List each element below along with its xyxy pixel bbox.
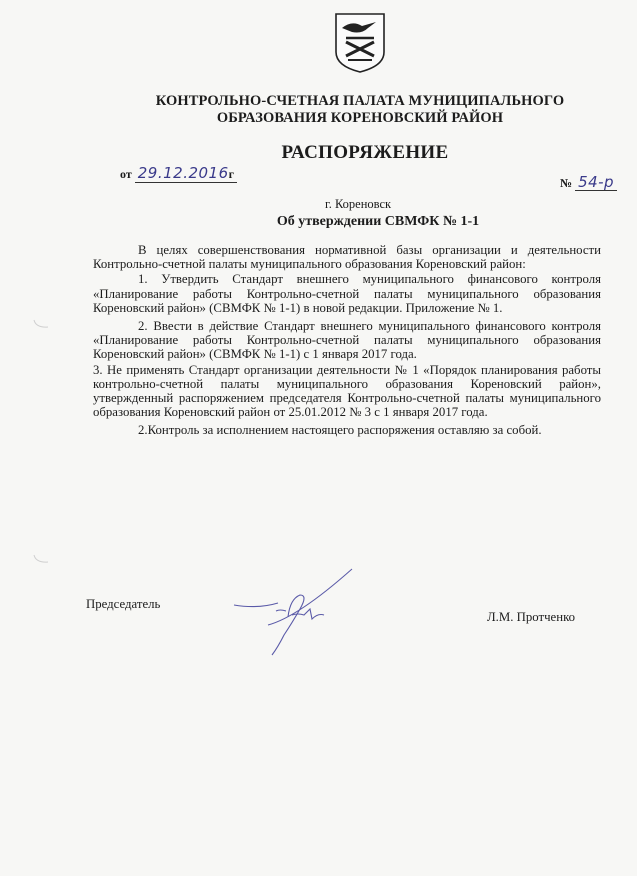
document-date — [120, 166, 237, 183]
handwritten-date: 29.12.2016 — [137, 164, 229, 182]
document-number — [560, 175, 617, 191]
coat-of-arms-emblem — [332, 12, 388, 74]
date-prefix: от — [120, 167, 132, 181]
signer-name: Л.М. Протченко — [487, 610, 576, 624]
org-title-line1: КОНТРОЛЬНО-СЧЕТНАЯ ПАЛАТА МУНИЦИПАЛЬНОГО — [155, 93, 565, 109]
item-2-paragraph: 2. Ввести в действие Стандарт внешнего муниципального финансового контроля «Планирование работы Контрольно-счетной палаты муниципального образования Кореновский район» (СВМФК № 1-1) с 1 января 2017 года. — [93, 319, 601, 362]
preamble-paragraph: В целях совершенствования нормативной базы организации и деятельности Контрольно-счетной палаты муниципального образования Кореновский район: — [93, 243, 601, 272]
document-subject: Об утверждении СВМФК № 1-1 — [276, 214, 480, 229]
organization-title — [130, 93, 590, 127]
handwritten-signature — [228, 565, 358, 665]
date-field — [135, 166, 237, 183]
item-4-paragraph: 2.Контроль за исполнением настоящего распоряжения оставляю за собой. — [138, 423, 542, 438]
date-suffix: г — [228, 167, 235, 181]
item-3-paragraph: 3. Не применять Стандарт организации деятельности № 1 «Порядок планирования работы контрольно-счетной палаты муниципального образования Кореновский район», утвержденный распоряжением председателя Контрольно-счетной палаты муниципального образования Кореновский район от 25.01.2012 № 3 с 1 января 2017 года. — [93, 362, 601, 420]
city-line: г. Кореновск — [325, 197, 392, 211]
document-body — [93, 243, 601, 439]
punch-hole-mark — [32, 553, 50, 565]
number-prefix: № — [560, 176, 573, 190]
item-1-paragraph: 1. Утвердить Стандарт внешнего муниципального финансового контроля «Планирование работы Контрольно-счетной палаты муниципального образования Кореновский район» (СВМФК № 1-1) в новой редакции. Приложение № 1. — [93, 272, 601, 315]
handwritten-number: 54-р — [575, 175, 617, 191]
punch-hole-mark — [32, 318, 50, 330]
document-type-heading: РАСПОРЯЖЕНИЕ — [281, 142, 449, 163]
org-title-line2: ОБРАЗОВАНИЯ КОРЕНОВСКИЙ РАЙОН — [216, 110, 504, 126]
position-title: Председатель — [86, 597, 161, 611]
